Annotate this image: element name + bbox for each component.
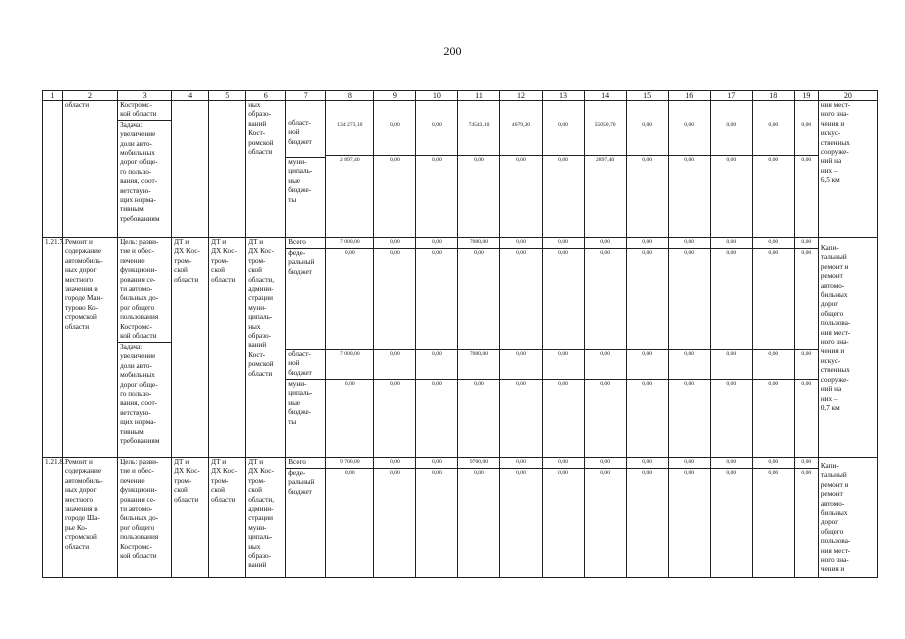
cell-values: 0,00 0,00 xyxy=(668,458,710,578)
cell-values: 0,00 0,00 xyxy=(374,458,416,578)
cell-values: 0,00 0,00 xyxy=(668,101,710,238)
cell-goal: Цель: разви- тие и обес- печение функциони- рования се- ти автомо- бильных до- рог общего пользования Костромс- кой области xyxy=(120,238,159,341)
cell-values: 74543,10 0,00 xyxy=(458,101,500,238)
cell-values: 0,00 0,00 0,00 0,00 xyxy=(710,238,752,458)
cell-task: Задача: увеличение доли авто- мобильных дорог обще- го пользо- вания, соот- ветствую- щих норма- тивным требованиям xyxy=(118,342,171,446)
column-header-13: 13 xyxy=(542,91,584,101)
cell-values: 0,00 0,00 xyxy=(542,101,584,238)
column-header-7: 7 xyxy=(286,91,326,101)
cell-values: 0,00 0,00 xyxy=(752,101,794,238)
cell-executor: ДТ и ДХ Кос- тром- ской области xyxy=(174,458,200,504)
column-header-2: 2 xyxy=(63,91,118,101)
cell-values: 0,00 0,00 0,00 0,00 xyxy=(542,238,584,458)
page-number: 200 xyxy=(443,44,462,58)
cell-values: 0,00 0,00 xyxy=(374,101,416,238)
cell-values: 0,00 0,00 0,00 0,00 xyxy=(626,238,668,458)
header-row xyxy=(43,91,878,101)
cell-source-regional: област- ной бюджет xyxy=(286,349,325,379)
column-header-4: 4 xyxy=(172,91,209,101)
program-table xyxy=(42,90,878,578)
cell-number xyxy=(43,101,63,238)
column-header-20: 20 xyxy=(818,91,877,101)
cell-source-federal: феде- ральный бюджет xyxy=(286,468,325,497)
cell-values: 0,00 0,00 xyxy=(416,458,458,578)
cell-source-municipal: муни- ципаль- ные бюдже- ты xyxy=(286,379,325,427)
column-header-18: 18 xyxy=(752,91,794,101)
column-header-6: 6 xyxy=(246,91,286,101)
cell-values: 0,00 0,00 xyxy=(542,458,584,578)
column-header-1: 1 xyxy=(43,91,63,101)
column-header-9: 9 xyxy=(374,91,416,101)
column-header-5: 5 xyxy=(209,91,246,101)
column-header-19: 19 xyxy=(794,91,818,101)
cell-values: 0,00 0,00 0,00 0,00 xyxy=(794,238,818,458)
column-header-16: 16 xyxy=(668,91,710,101)
cell-result: Капи- тальный ремонт и ремонт автомо- бильных дорог общего пользова- ния мест- ного зна- чения и искус- ственных сооруже- ний на них – 0,7 км xyxy=(820,244,851,412)
cell-coexecutor: ДТ и ДХ Кос- тром- ской области xyxy=(211,458,237,504)
cell-source-municipal: муни- ципаль- ные бюдже- ты xyxy=(286,157,325,205)
column-header-10: 10 xyxy=(416,91,458,101)
cell-result: Капи- тальный ремонт и ремонт автомо- бильных дорог общего пользова- ния мест- ного зна- чения и xyxy=(820,462,851,574)
column-header-11: 11 xyxy=(458,91,500,101)
cell-source-total: Всего xyxy=(288,458,306,466)
cell-number: 1.21.8. xyxy=(45,458,65,466)
column-header-14: 14 xyxy=(584,91,626,101)
cell-executor xyxy=(172,101,209,238)
cell-values: 0,00 0,00 0,00 0,00 xyxy=(500,238,542,458)
cell-values: 0,00 0,00 xyxy=(710,101,752,238)
cell-coexecutor xyxy=(209,101,246,238)
table-row-1-21-8 xyxy=(43,458,878,578)
cell-values: 55050,70 2897,40 xyxy=(584,101,626,238)
cell-source-total: Всего xyxy=(288,238,306,246)
cell-participants: ДТ и ДХ Кос- тром- ской области, админи- страции муни- ципаль- ных образо- ваний Кост- ромской области xyxy=(248,238,275,378)
cell-values: 7 000,00 0,00 7 000,00 0,00 xyxy=(326,238,374,458)
cell-result: ния мест- ного зна- чения и искус- ственных сооруже- ний на них – 6,5 км xyxy=(820,101,851,185)
column-header-12: 12 xyxy=(500,91,542,101)
cell-values: 0,00 0,00 xyxy=(626,101,668,238)
column-header-15: 15 xyxy=(626,91,668,101)
cell-values: 0,00 0,00 xyxy=(752,458,794,578)
table-row-1-21-7 xyxy=(43,238,878,458)
cell-values: 0,00 0,00 xyxy=(794,458,818,578)
cell-goal: Цель: разви- тие и обес- печение функциони- рования се- ти автомо- бильных до- рог общего пользования Костромс- кой области xyxy=(120,458,159,561)
cell-values: 0,00 0,00 0,00 0,00 xyxy=(752,238,794,458)
column-header-3: 3 xyxy=(118,91,172,101)
cell-values: 7000,00 0,00 7000,00 0,00 xyxy=(458,238,500,458)
cell-values: 0,00 0,00 0,00 0,00 xyxy=(416,238,458,458)
cell-values: 134 273,10 2 897,40 xyxy=(326,101,374,238)
cell-values: 4679,30 0,00 xyxy=(500,101,542,238)
cell-values: 9 700,00 0,00 xyxy=(326,458,374,578)
cell-values: 0,00 0,00 0,00 0,00 xyxy=(668,238,710,458)
cell-name: Ремонт и содержание автомобиль- ных дорог местного значения в городе Ман- турово Ко- стромской области xyxy=(65,238,103,331)
cell-values: 0,00 0,00 xyxy=(794,101,818,238)
cell-name: Ремонт и содержание автомобиль- ных дорог местного значения в городе Ша- рье Ко- стромской области xyxy=(65,458,103,551)
cell-values: 0,00 0,00 xyxy=(584,458,626,578)
cell-values: 0,00 0,00 0,00 0,00 xyxy=(584,238,626,458)
cell-values: 0,00 0,00 xyxy=(416,101,458,238)
cell-source-regional: област- ной бюджет xyxy=(288,119,312,146)
cell-participants: ных образо- ваний Кост- ромской области xyxy=(248,101,274,157)
cell-values: 0,00 0,00 xyxy=(500,458,542,578)
cell-values: 9700,00 0,00 xyxy=(458,458,500,578)
cell-values: 0,00 0,00 xyxy=(710,458,752,578)
cell-source-federal: феде- ральный бюджет xyxy=(286,248,325,349)
cell-goal: Костромс- кой области xyxy=(120,101,157,119)
column-header-17: 17 xyxy=(710,91,752,101)
cell-values: 0,00 0,00 0,00 0,00 xyxy=(374,238,416,458)
cell-participants: ДТ и ДХ Кос- тром- ской области, админи- страции муни- ципаль- ных образо- ваний xyxy=(248,458,275,570)
column-header-8: 8 xyxy=(326,91,374,101)
cell-executor: ДТ и ДХ Кос- тром- ской области xyxy=(174,238,200,284)
cell-number: 1.21.7. xyxy=(45,238,65,246)
table-row-continued xyxy=(43,101,878,238)
cell-coexecutor: ДТ и ДХ Кос- тром- ской области xyxy=(211,238,237,284)
cell-task: Задача: увеличение доли авто- мобильных дорог обще- го пользо- вания, соот- ветствую- щих норма- тивным требованиям xyxy=(118,120,171,224)
cell-values: 0,00 0,00 xyxy=(626,458,668,578)
cell-name: области xyxy=(65,101,90,109)
